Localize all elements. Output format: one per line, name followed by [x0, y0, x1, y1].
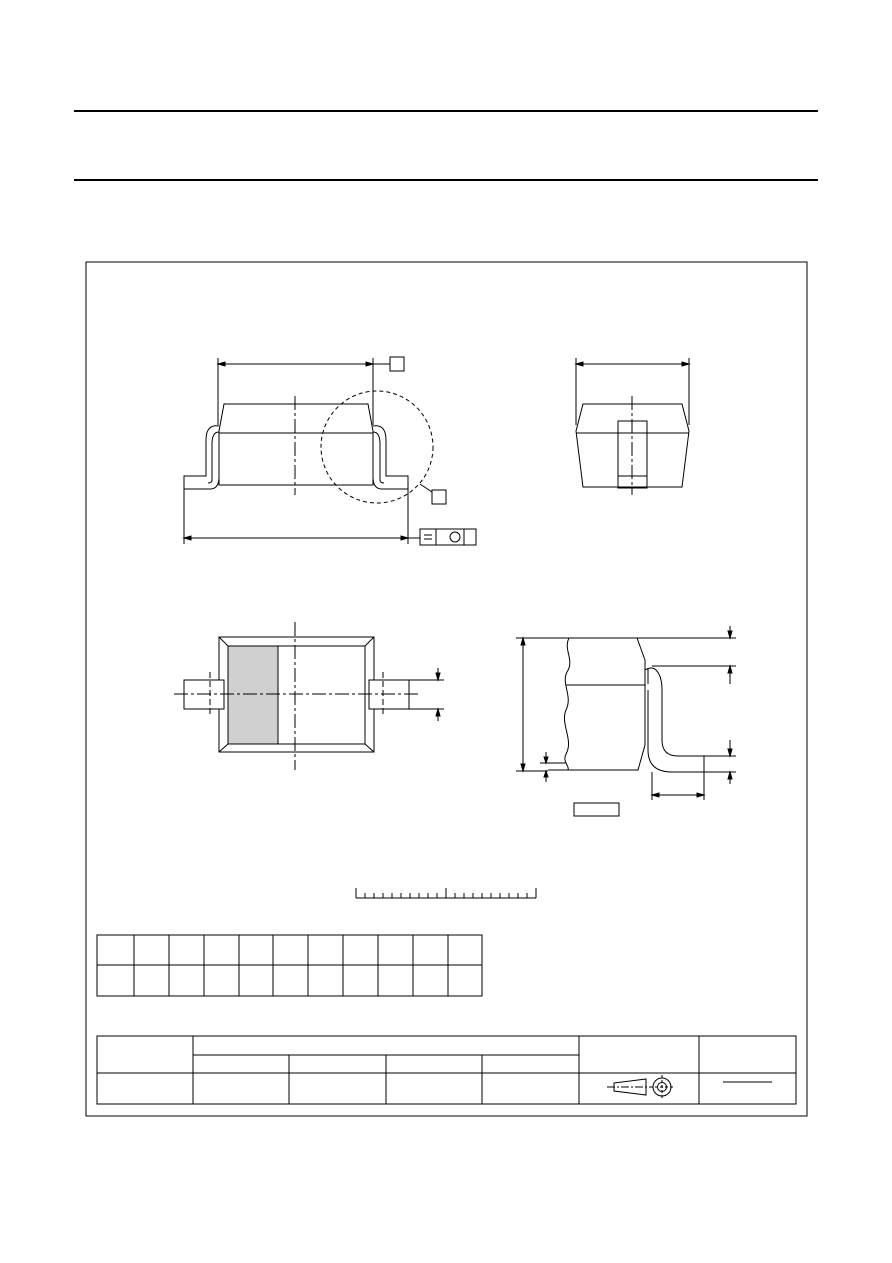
top-gap-arrow	[728, 631, 732, 638]
detail-body-right	[548, 660, 645, 770]
end-width-arrow-left	[576, 362, 583, 366]
lead-span-arrow-left	[184, 536, 191, 540]
detail-label-box	[432, 490, 446, 504]
dimension-table	[97, 935, 482, 996]
detail-body-break	[564, 638, 569, 770]
lead-thickness-arrow-top	[728, 749, 732, 756]
scale-bar	[356, 888, 536, 898]
detail-view-label-box	[574, 803, 619, 816]
title-block	[97, 1036, 796, 1104]
standoff-arrow-top	[544, 757, 548, 763]
foot-length-arrow-left	[652, 793, 659, 797]
body-width-arrow-left	[218, 362, 225, 366]
lead-width-arrow-top	[436, 673, 440, 680]
side-view-left-lead-inner	[208, 432, 219, 483]
side-view-body	[219, 404, 373, 485]
lead-span-arrow-right	[401, 536, 408, 540]
side-view-right-lead-inner	[373, 432, 384, 483]
end-width-arrow-right	[682, 362, 689, 366]
lead-top-arrow	[728, 666, 732, 673]
datum-a-box	[390, 357, 404, 371]
detail-height-arrow-top	[521, 638, 525, 645]
end-view	[576, 358, 689, 495]
standoff-arrow-bottom	[544, 771, 548, 777]
lead-width-arrow-bottom	[436, 709, 440, 716]
detail-height-arrow-bottom	[521, 764, 525, 771]
body-width-arrow-right	[366, 362, 373, 366]
foot-length-arrow-right	[697, 793, 704, 797]
detail-body-top	[569, 638, 645, 660]
projection-symbol-icon	[607, 1075, 674, 1099]
detail-leader	[420, 484, 432, 492]
detail-lead-outer	[645, 668, 704, 772]
cathode-band	[228, 646, 278, 744]
lead-thickness-arrow-bottom	[728, 772, 732, 779]
top-view-chamfer-tr	[365, 637, 374, 646]
side-view	[184, 357, 476, 545]
top-view-chamfer-tl	[219, 637, 228, 646]
tolerance-zone-icon	[450, 532, 460, 542]
top-view-chamfer-br	[365, 744, 374, 752]
top-view-chamfer-bl	[219, 744, 228, 752]
tolerance-frame	[420, 529, 476, 545]
detail-view	[516, 626, 736, 816]
detail-circle	[321, 391, 433, 503]
title-block-outline	[97, 1036, 796, 1104]
top-view	[174, 622, 444, 770]
